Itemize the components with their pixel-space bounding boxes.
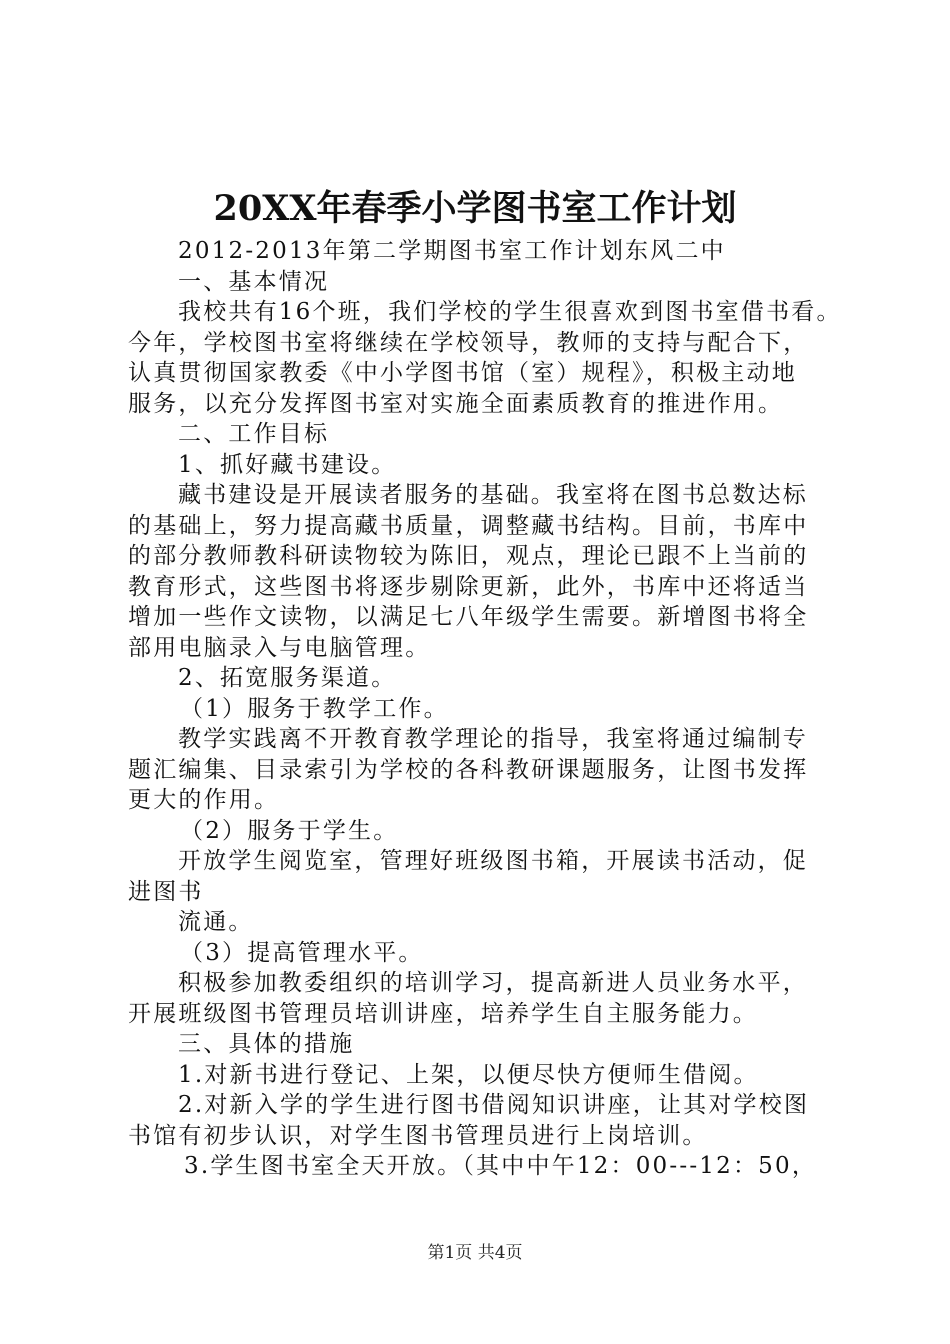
- section-heading: 三、具体的措施: [178, 1031, 355, 1057]
- paragraph-line: 题汇编集、目录索引为学校的各科教研课题服务，让图书发挥: [128, 756, 809, 783]
- section-heading: 一、基本情况: [178, 268, 330, 295]
- item-heading: （1）服务于教学工作。: [180, 695, 449, 722]
- document-title: 20XX年春季小学图书室工作计划: [213, 188, 737, 229]
- paragraph-line: 认真贯彻国家教委《中小学图书馆（室）规程》，积极主动地: [128, 360, 797, 386]
- paragraph-line: 我校共有16个班，我们学校的学生很喜欢到图书室借书看。: [178, 299, 842, 325]
- paragraph-line: 藏书建设是开展读者服务的基础。我室将在图书总数达标: [178, 482, 808, 508]
- page-footer: 第1页 共4页: [427, 1243, 523, 1263]
- paragraph-line: 教学实践离不开教育教学理论的指导，我室将通过编制专: [178, 726, 808, 752]
- paragraph-line: 今年，学校图书室将继续在学校领导，教师的支持与配合下，: [128, 329, 809, 356]
- paragraph-line: 开展班级图书管理员培训讲座，培养学生自主服务能力。: [128, 1000, 758, 1027]
- subtitle-line: 2012-2013年第二学期图书室工作计划东风二中: [178, 238, 726, 264]
- list-item-line: 1.对新书进行登记、上架，以便尽快方便师生借阅。: [178, 1061, 759, 1088]
- list-item-line: 书馆有初步认识，对学生图书管理员进行上岗培训。: [128, 1122, 708, 1149]
- paragraph-line: 开放学生阅览室，管理好班级图书箱，开展读书活动，促: [178, 848, 808, 874]
- list-item-line: 3.学生图书室全天开放。（其中中午12：00---12：50，: [184, 1153, 818, 1179]
- paragraph-line: 教育形式，这些图书将逐步剔除更新，此外，书库中还将适当: [128, 573, 809, 600]
- document-body: [128, 236, 842, 1182]
- item-heading: （3）提高管理水平。: [180, 939, 424, 966]
- paragraph-line: 进图书: [128, 878, 204, 905]
- item-heading: （2）服务于学生。: [180, 817, 399, 844]
- paragraph-line: 积极参加教委组织的培训学习，提高新进人员业务水平，: [178, 970, 808, 996]
- paragraph-line: 流通。: [178, 909, 254, 935]
- list-item-line: 2.对新入学的学生进行图书借阅知识讲座，让其对学校图: [178, 1092, 810, 1118]
- section-heading: 二、工作目标: [178, 421, 330, 447]
- paragraph-line: 的基础上，努力提高藏书质量，调整藏书结构。目前，书库中: [128, 512, 809, 539]
- subsection-heading: 1、抓好藏书建设。: [178, 451, 397, 478]
- paragraph-line: 增加一些作文读物，以满足七八年级学生需要。新增图书将全: [128, 604, 809, 630]
- paragraph-line: 部用电脑录入与电脑管理。: [128, 634, 431, 661]
- paragraph-line: 服务，以充分发挥图书室对实施全面素质教育的推进作用。: [128, 390, 784, 417]
- paragraph-line: 的部分教师教科研读物较为陈旧，观点，理论已跟不上当前的: [128, 543, 809, 569]
- subsection-heading: 2、拓宽服务渠道。: [178, 665, 397, 691]
- paragraph-line: 更大的作用。: [128, 787, 280, 813]
